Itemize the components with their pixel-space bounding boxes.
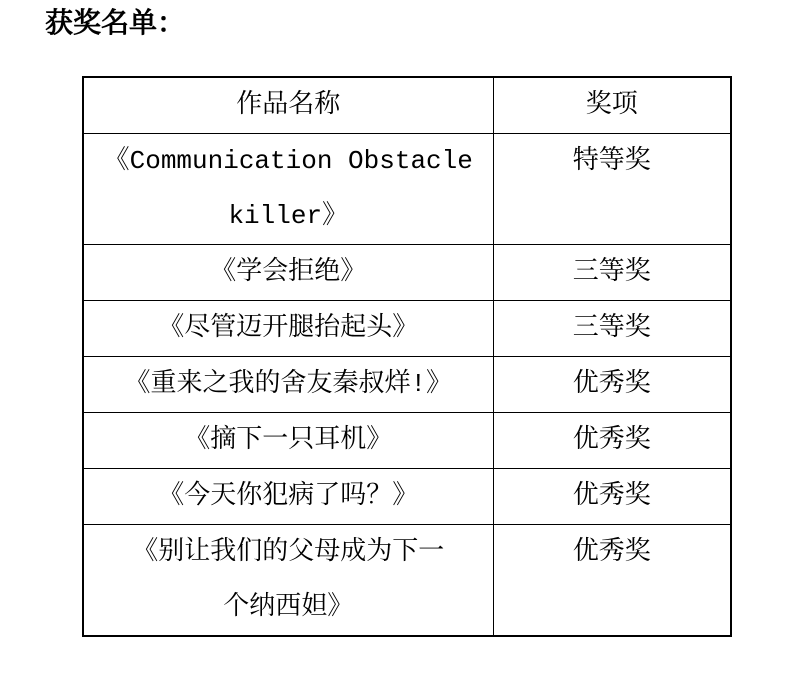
award-cell: 特等奖 bbox=[493, 134, 731, 245]
awards-table bbox=[82, 76, 732, 637]
work-cell bbox=[83, 357, 493, 413]
work-cell bbox=[83, 134, 493, 245]
header-row bbox=[83, 77, 731, 134]
column-header-work: 作品名称 bbox=[83, 77, 493, 134]
award-cell: 三等奖 bbox=[493, 245, 731, 301]
work-line: 《今天你犯病了吗？》 bbox=[158, 481, 419, 511]
work-line: killer》 bbox=[228, 201, 349, 231]
table-row bbox=[83, 245, 731, 301]
work-line: 《摘下一只耳机》 bbox=[184, 425, 393, 455]
table-row bbox=[83, 357, 731, 413]
table-row bbox=[83, 301, 731, 357]
award-cell: 优秀奖 bbox=[493, 469, 731, 525]
table-row bbox=[83, 134, 731, 245]
work-line: 《Communication Obstacle bbox=[103, 146, 473, 176]
work-cell bbox=[83, 245, 493, 301]
table-row bbox=[83, 469, 731, 525]
table-row bbox=[83, 413, 731, 469]
work-line: 个纳西妲》 bbox=[223, 592, 354, 622]
work-cell bbox=[83, 413, 493, 469]
work-line: 《尽管迈开腿抬起头》 bbox=[158, 313, 419, 343]
page-title: 获奖名单： bbox=[45, 10, 186, 41]
table-row bbox=[83, 525, 731, 637]
work-cell bbox=[83, 301, 493, 357]
column-header-award: 奖项 bbox=[493, 77, 731, 134]
work-line: 《学会拒绝》 bbox=[210, 257, 367, 287]
award-cell: 优秀奖 bbox=[493, 413, 731, 469]
award-cell: 三等奖 bbox=[493, 301, 731, 357]
award-cell: 优秀奖 bbox=[493, 357, 731, 413]
work-cell bbox=[83, 525, 493, 637]
work-line: 《重来之我的舍友秦叔烊!》 bbox=[124, 369, 453, 399]
table-body bbox=[83, 134, 731, 637]
work-cell bbox=[83, 469, 493, 525]
award-cell: 优秀奖 bbox=[493, 525, 731, 637]
work-line: 《别让我们的父母成为下一 bbox=[132, 537, 445, 567]
